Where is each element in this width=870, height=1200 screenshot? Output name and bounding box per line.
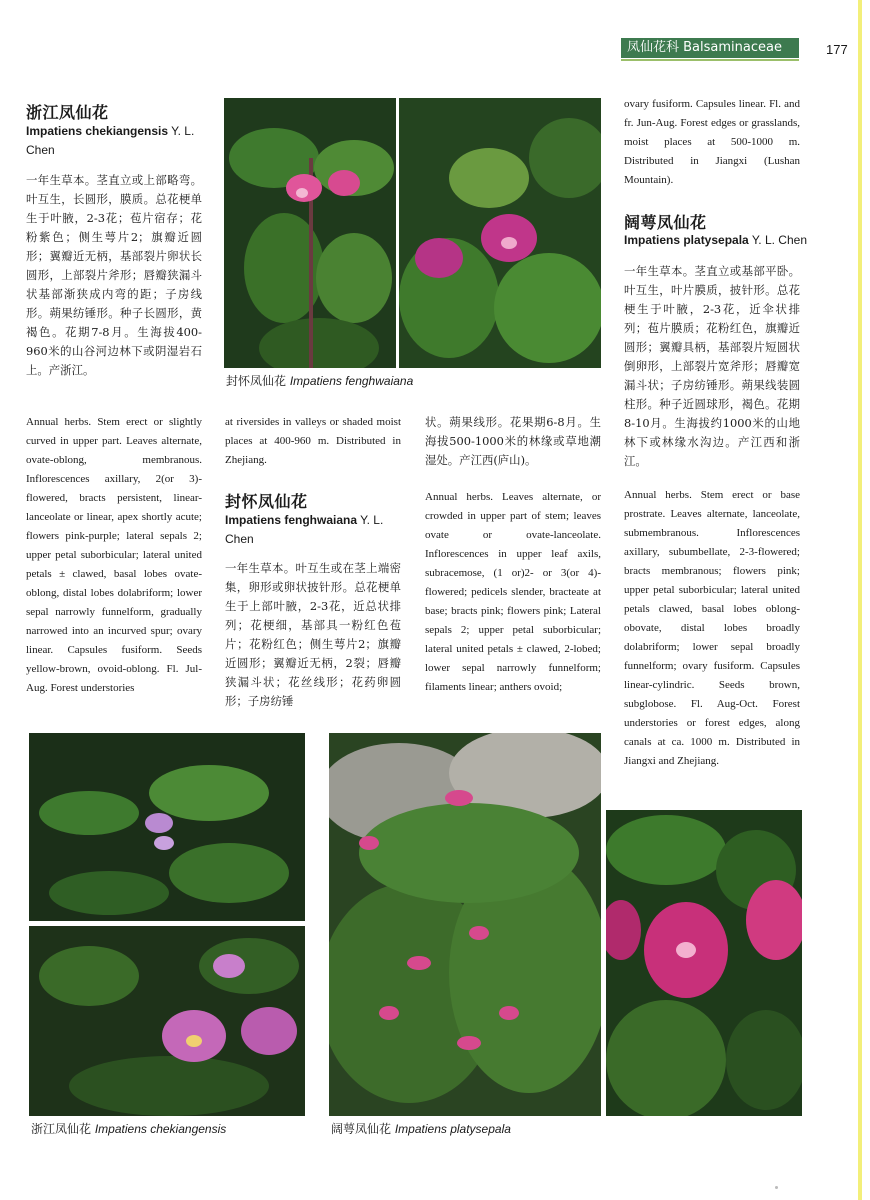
caption-platysepala	[331, 1120, 511, 1137]
species3-description-en: Annual herbs. Stem erect or base prostrate. Leaves alternate, lanceolate, submembranous. Inflorescences axillary, subumbellate, 2-3-flowered; bracts membranous; flowers pink; upper petal suborbicular; lateral united petals clawed, basal lobes oblong-obovate, distal lobes broadly dolabriform; lower sepal broadly funnelform; ovary fusiform. Capsules linear-cylindric. Seeds brown, subglobose. Fl. Aug-Oct. Forest understories or forest edges, along canals at ca. 1000 m. Distributed in Jiangxi and Zhejiang.	[624, 489, 800, 767]
species2-description-en-1: Annual herbs. Leaves alternate, or crowded in upper part of stem; leaves ovate or ovate-lanceolate. Inflorescences in upper leaf axils, subracemose, (1 or)2- or 3(or 4)-flowered; pedicels slender, bracteate at base; bracts pink; flowers pink; Lateral sepals 2; upper petal suborbicular; lateral united petals ± clawed, 2-lobed; lower sepal narrowly funnelform; filaments linear; anthers ovoid;	[425, 491, 601, 693]
caption-chekiangensis-cn: 浙江凤仙花	[31, 1122, 92, 1136]
header-underline	[621, 59, 799, 61]
species1-latin-name: Impatiens chekiangensis	[26, 124, 169, 138]
caption-platysepala-latin: Impatiens platysepala	[394, 1122, 511, 1136]
species3-author: Y. L. Chen	[748, 233, 807, 247]
species1-description-en-1: Annual herbs. Stem erect or slightly curved in upper part. Leaves alternate, ovate-oblong, membranous. Inflorescences axillary, 2(or 3)-flowered, bracts persistent, linear-lanceolate or linear, apex shortly acute; flowers pink-purple; lateral sepals 2; upper petal suborbicular; lateral united petals ± clawed, basal lobes ovate-oblong, distal lobes dolabriform; lower sepal narrowly funnelform, gradually narrowed into an incurved spur; ovary linear. Capsules fusiform. Seeds yellow-brown, ovoid-oblong. Fl. Jul-Aug. Forest understories	[26, 416, 202, 694]
photo-fenghwaiana-2	[399, 98, 601, 368]
photo-fenghwaiana-2-image	[399, 98, 601, 368]
species2-author: Y. L. Chen	[225, 513, 384, 546]
caption-chekiangensis-latin: Impatiens chekiangensis	[94, 1122, 227, 1136]
species1-title-latin	[26, 122, 206, 160]
species1-description-en-2: at riversides in valleys or shaded moist places at 400-960 m. Distributed in Zhejiang.	[225, 416, 401, 466]
photo-chekiangensis-2-image	[29, 926, 305, 1116]
page-mark	[775, 1186, 778, 1189]
species3-title-latin	[624, 231, 807, 250]
photo-platysepala-1-image	[329, 733, 601, 1116]
species1-title-cn: 浙江凤仙花	[26, 103, 109, 122]
photo-chekiangensis-2	[29, 926, 305, 1116]
page-edge-stripe	[858, 0, 862, 1200]
caption-fenghwaiana-latin: Impatiens fenghwaiana	[289, 374, 414, 388]
caption-fenghwaiana	[226, 372, 413, 389]
species3-description-cn: 一年生草本。茎直立或基部平卧。叶互生，叶片膜质，披针形。总花梗生于叶腋，2-3花，近伞状排列；苞片膜质；花粉红色，旗瓣近圆形；翼瓣具柄，基部裂片短圆状倒卵形，上部裂片宽斧形；唇瓣宽漏斗状；子房纺锤形。蒴果线装圆柱形。种子近圆球形，褐色。花期8-10月。生海拔约1000米的山地林下或林缘水沟边。产江西和浙江。	[624, 264, 800, 468]
species1-author: Y. L. Chen	[26, 124, 195, 157]
species2-title-latin	[225, 511, 401, 549]
species2-latin-name: Impatiens fenghwaiana	[225, 513, 358, 527]
photo-platysepala-2-image	[606, 810, 802, 1116]
species2-title-cn: 封怀凤仙花	[225, 492, 308, 511]
species3-latin-name: Impatiens platysepala	[624, 233, 749, 247]
species2-description-cn-1: 一年生草本。叶互生或在茎上端密集，卵形或卵状披针形。总花梗单生于上部叶腋，2-3花，近总状排列；花梗细，基部具一粉红色苞片；花粉红色；侧生萼片2；旗瓣近圆形；翼瓣近无柄，2裂；唇瓣狭漏斗状；花丝线形；花药卵圆形；子房纺锤	[225, 561, 401, 708]
species2-description-cn-2: 状。蒴果线形。花果期6-8月。生海拔500-1000米的林缘或草地潮湿处。产江西(庐山)。	[425, 415, 601, 467]
photo-fenghwaiana-1	[224, 98, 396, 368]
species1-description-cn: 一年生草本。茎直立或上部略弯。叶互生，长圆形，膜质。总花梗单生于叶腋，2-3花；苞片宿存；花粉紫色；侧生萼片2；旗瓣近圆形；翼瓣近无柄，基部裂片卵状长圆形，上部裂片斧形；唇瓣狭漏斗状基部渐狭成内弯的距；子房线形。蒴果纺锤形。种子长圆形，黄褐色。花期7-8月。生海拔400-960米的山谷河边林下或阴湿岩石上。产浙江。	[26, 173, 202, 377]
photo-chekiangensis-1-image	[29, 733, 305, 921]
caption-fenghwaiana-cn: 封怀凤仙花	[226, 374, 287, 388]
caption-platysepala-cn: 阔萼凤仙花	[331, 1122, 392, 1136]
photo-platysepala-2	[606, 810, 802, 1116]
page-number: 177	[826, 42, 848, 57]
species3-title-cn: 阔萼凤仙花	[624, 213, 707, 232]
photo-chekiangensis-1	[29, 733, 305, 921]
caption-chekiangensis	[31, 1120, 226, 1137]
species2-description-en-2: ovary fusiform. Capsules linear. Fl. and fr. Jun-Aug. Forest edges or grasslands, moist places at 500-1000 m. Distributed in Jiangxi (Lushan Mountain).	[624, 98, 800, 186]
photo-fenghwaiana-1-image	[224, 98, 396, 368]
family-header: 凤仙花科 Balsaminaceae	[621, 38, 799, 58]
photo-platysepala-1	[329, 733, 601, 1116]
